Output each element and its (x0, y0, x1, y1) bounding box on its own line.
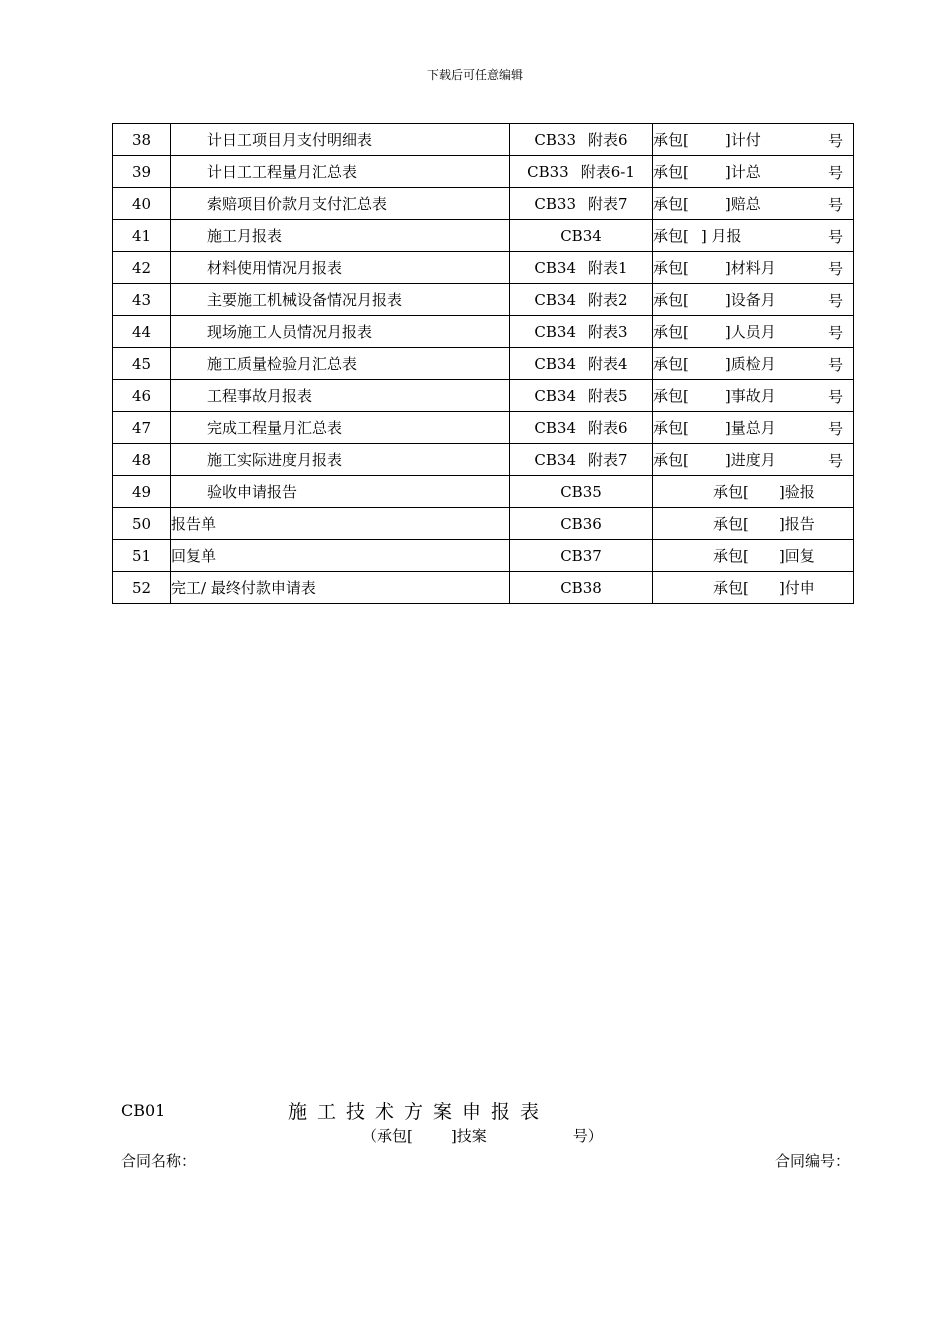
reference-prefix: 承包[ (713, 515, 749, 533)
form-code: CB37 (560, 546, 602, 565)
form-code: CB34 (534, 419, 577, 437)
reference-number (653, 508, 854, 540)
reference-type: ]事故月 (724, 387, 776, 405)
reference-prefix: 承包[ (653, 323, 689, 341)
form-name: 回复单 (171, 540, 510, 572)
reference-prefix: 承包[ (653, 259, 689, 277)
reference-suffix: 号 (827, 292, 843, 310)
form-code-cell (510, 252, 653, 284)
form-code: CB33 (527, 163, 569, 181)
reference-prefix: 承包[ (653, 131, 689, 149)
reference-prefix: 承包[ (653, 419, 689, 437)
form-subtitle-end: 号） (572, 1127, 603, 1145)
form-code: CB33 (534, 131, 577, 149)
reference-type: ]量总月 (724, 419, 776, 437)
form-code-cell (510, 476, 653, 508)
form-code: CB38 (560, 578, 602, 597)
reference-type: ]计付 (724, 131, 761, 149)
reference-number (653, 316, 854, 348)
form-code: CB34 (534, 323, 577, 341)
form-code: CB01 (121, 1101, 166, 1120)
reference-type: ]计总 (724, 163, 761, 181)
form-code-cell (510, 284, 653, 316)
form-subtitle-prefix: （承包[ (362, 1127, 413, 1145)
table-row (113, 124, 854, 156)
form-name: 主要施工机械设备情况月报表 (171, 284, 510, 316)
form-code-cell (510, 348, 653, 380)
reference-suffix: 号 (827, 228, 843, 246)
reference-type: ]赔总 (724, 195, 761, 213)
form-code: CB36 (560, 514, 602, 533)
form-code-cell (510, 540, 653, 572)
form-code-suffix: 附表3 (588, 323, 628, 341)
row-number: 42 (113, 252, 171, 284)
reference-prefix: 承包[ (713, 483, 749, 501)
form-name: 计日工项目月支付明细表 (171, 124, 510, 156)
row-number: 46 (113, 380, 171, 412)
reference-suffix: 号 (827, 388, 843, 406)
form-name: 现场施工人员情况月报表 (171, 316, 510, 348)
contract-name-label: 合同名称： (121, 1152, 197, 1170)
table-row (113, 348, 854, 380)
reference-type: ]质检月 (724, 355, 776, 373)
reference-suffix: 号 (827, 324, 843, 342)
form-code: CB34 (534, 259, 577, 277)
form-code-suffix: 附表7 (588, 451, 628, 469)
reference-prefix: 承包[ (653, 387, 689, 405)
reference-prefix: 承包[ (653, 163, 689, 181)
table-row (113, 572, 854, 604)
reference-suffix: 号 (827, 164, 843, 182)
form-code: CB35 (560, 482, 602, 501)
row-number: 45 (113, 348, 171, 380)
table-body (113, 124, 854, 604)
reference-suffix: 号 (827, 260, 843, 278)
contract-number-label: 合同编号： (774, 1152, 850, 1170)
form-index-table (112, 123, 854, 604)
form-code: CB34 (534, 355, 577, 373)
table-row (113, 476, 854, 508)
reference-prefix: 承包[ (713, 547, 749, 565)
form-code-cell (510, 188, 653, 220)
reference-suffix: 号 (827, 132, 843, 150)
form-code: CB34 (534, 451, 577, 469)
reference-prefix: 承包[ (653, 227, 689, 245)
reference-type: ]回复 (778, 547, 815, 565)
form-code-cell (510, 572, 653, 604)
form-name: 工程事故月报表 (171, 380, 510, 412)
table-row (113, 508, 854, 540)
table-row (113, 316, 854, 348)
reference-number (653, 284, 854, 316)
reference-suffix: 号 (827, 196, 843, 214)
row-number: 48 (113, 444, 171, 476)
form-code-cell (510, 444, 653, 476)
row-number: 44 (113, 316, 171, 348)
form-code-suffix: 附表4 (588, 355, 628, 373)
reference-number (653, 540, 854, 572)
form-code-suffix: 附表6-1 (580, 163, 635, 181)
row-number: 50 (113, 508, 171, 540)
row-number: 41 (113, 220, 171, 252)
form-title: 施工技术方案申报表 (288, 1101, 550, 1123)
reference-number (653, 572, 854, 604)
table-row (113, 540, 854, 572)
form-name: 完工/ 最终付款申请表 (171, 572, 510, 604)
reference-prefix: 承包[ (653, 195, 689, 213)
form-name: 验收申请报告 (171, 476, 510, 508)
form-name: 计日工工程量月汇总表 (171, 156, 510, 188)
reference-type: ]人员月 (724, 323, 776, 341)
table-row (113, 220, 854, 252)
table-row (113, 284, 854, 316)
reference-number (653, 412, 854, 444)
row-number: 39 (113, 156, 171, 188)
form-code-suffix: 附表6 (588, 131, 628, 149)
reference-suffix: 号 (827, 452, 843, 470)
row-number: 47 (113, 412, 171, 444)
reference-type: ]设备月 (724, 291, 776, 309)
form-subtitle (362, 1125, 603, 1146)
table-row (113, 380, 854, 412)
form-code-cell (510, 412, 653, 444)
reference-type: ]报告 (778, 515, 815, 533)
form-code-cell (510, 156, 653, 188)
form-name: 施工质量检验月汇总表 (171, 348, 510, 380)
reference-number (653, 188, 854, 220)
reference-prefix: 承包[ (653, 451, 689, 469)
form-code-suffix: 附表1 (588, 259, 628, 277)
reference-type: ]验报 (778, 483, 815, 501)
row-number: 38 (113, 124, 171, 156)
table-row (113, 252, 854, 284)
reference-type: ] 月报 (700, 227, 742, 245)
reference-number (653, 156, 854, 188)
form-code-suffix: 附表6 (588, 419, 628, 437)
form-code-cell (510, 220, 653, 252)
row-number: 40 (113, 188, 171, 220)
reference-type: ]进度月 (724, 451, 776, 469)
row-number: 52 (113, 572, 171, 604)
reference-prefix: 承包[ (653, 355, 689, 373)
reference-type: ]付申 (778, 579, 815, 597)
form-code: CB34 (534, 387, 577, 405)
reference-type: ]材料月 (724, 259, 776, 277)
reference-number (653, 380, 854, 412)
reference-number (653, 220, 854, 252)
form-code: CB33 (534, 195, 577, 213)
row-number: 43 (113, 284, 171, 316)
row-number: 49 (113, 476, 171, 508)
form-name: 完成工程量月汇总表 (171, 412, 510, 444)
form-name: 施工月报表 (171, 220, 510, 252)
form-code-suffix: 附表7 (588, 195, 628, 213)
form-code-cell (510, 124, 653, 156)
table-row (113, 412, 854, 444)
form-code-suffix: 附表5 (588, 387, 628, 405)
form-name: 报告单 (171, 508, 510, 540)
form-subtitle-mid: ]技案 (450, 1127, 487, 1145)
reference-number (653, 444, 854, 476)
reference-prefix: 承包[ (653, 291, 689, 309)
row-number: 51 (113, 540, 171, 572)
form-name: 施工实际进度月报表 (171, 444, 510, 476)
table-row (113, 188, 854, 220)
table-row (113, 156, 854, 188)
form-code-cell (510, 380, 653, 412)
form-name: 材料使用情况月报表 (171, 252, 510, 284)
reference-number (653, 124, 854, 156)
reference-suffix: 号 (827, 420, 843, 438)
reference-prefix: 承包[ (713, 579, 749, 597)
form-code-suffix: 附表2 (588, 291, 628, 309)
reference-suffix: 号 (827, 356, 843, 374)
form-code-cell (510, 508, 653, 540)
form-code-cell (510, 316, 653, 348)
reference-number (653, 252, 854, 284)
reference-number (653, 476, 854, 508)
header-note: 下载后可任意编辑 (426, 68, 523, 82)
reference-number (653, 348, 854, 380)
form-code: CB34 (534, 291, 577, 309)
table-row (113, 444, 854, 476)
form-name: 索赔项目价款月支付汇总表 (171, 188, 510, 220)
form-code: CB34 (560, 226, 602, 245)
